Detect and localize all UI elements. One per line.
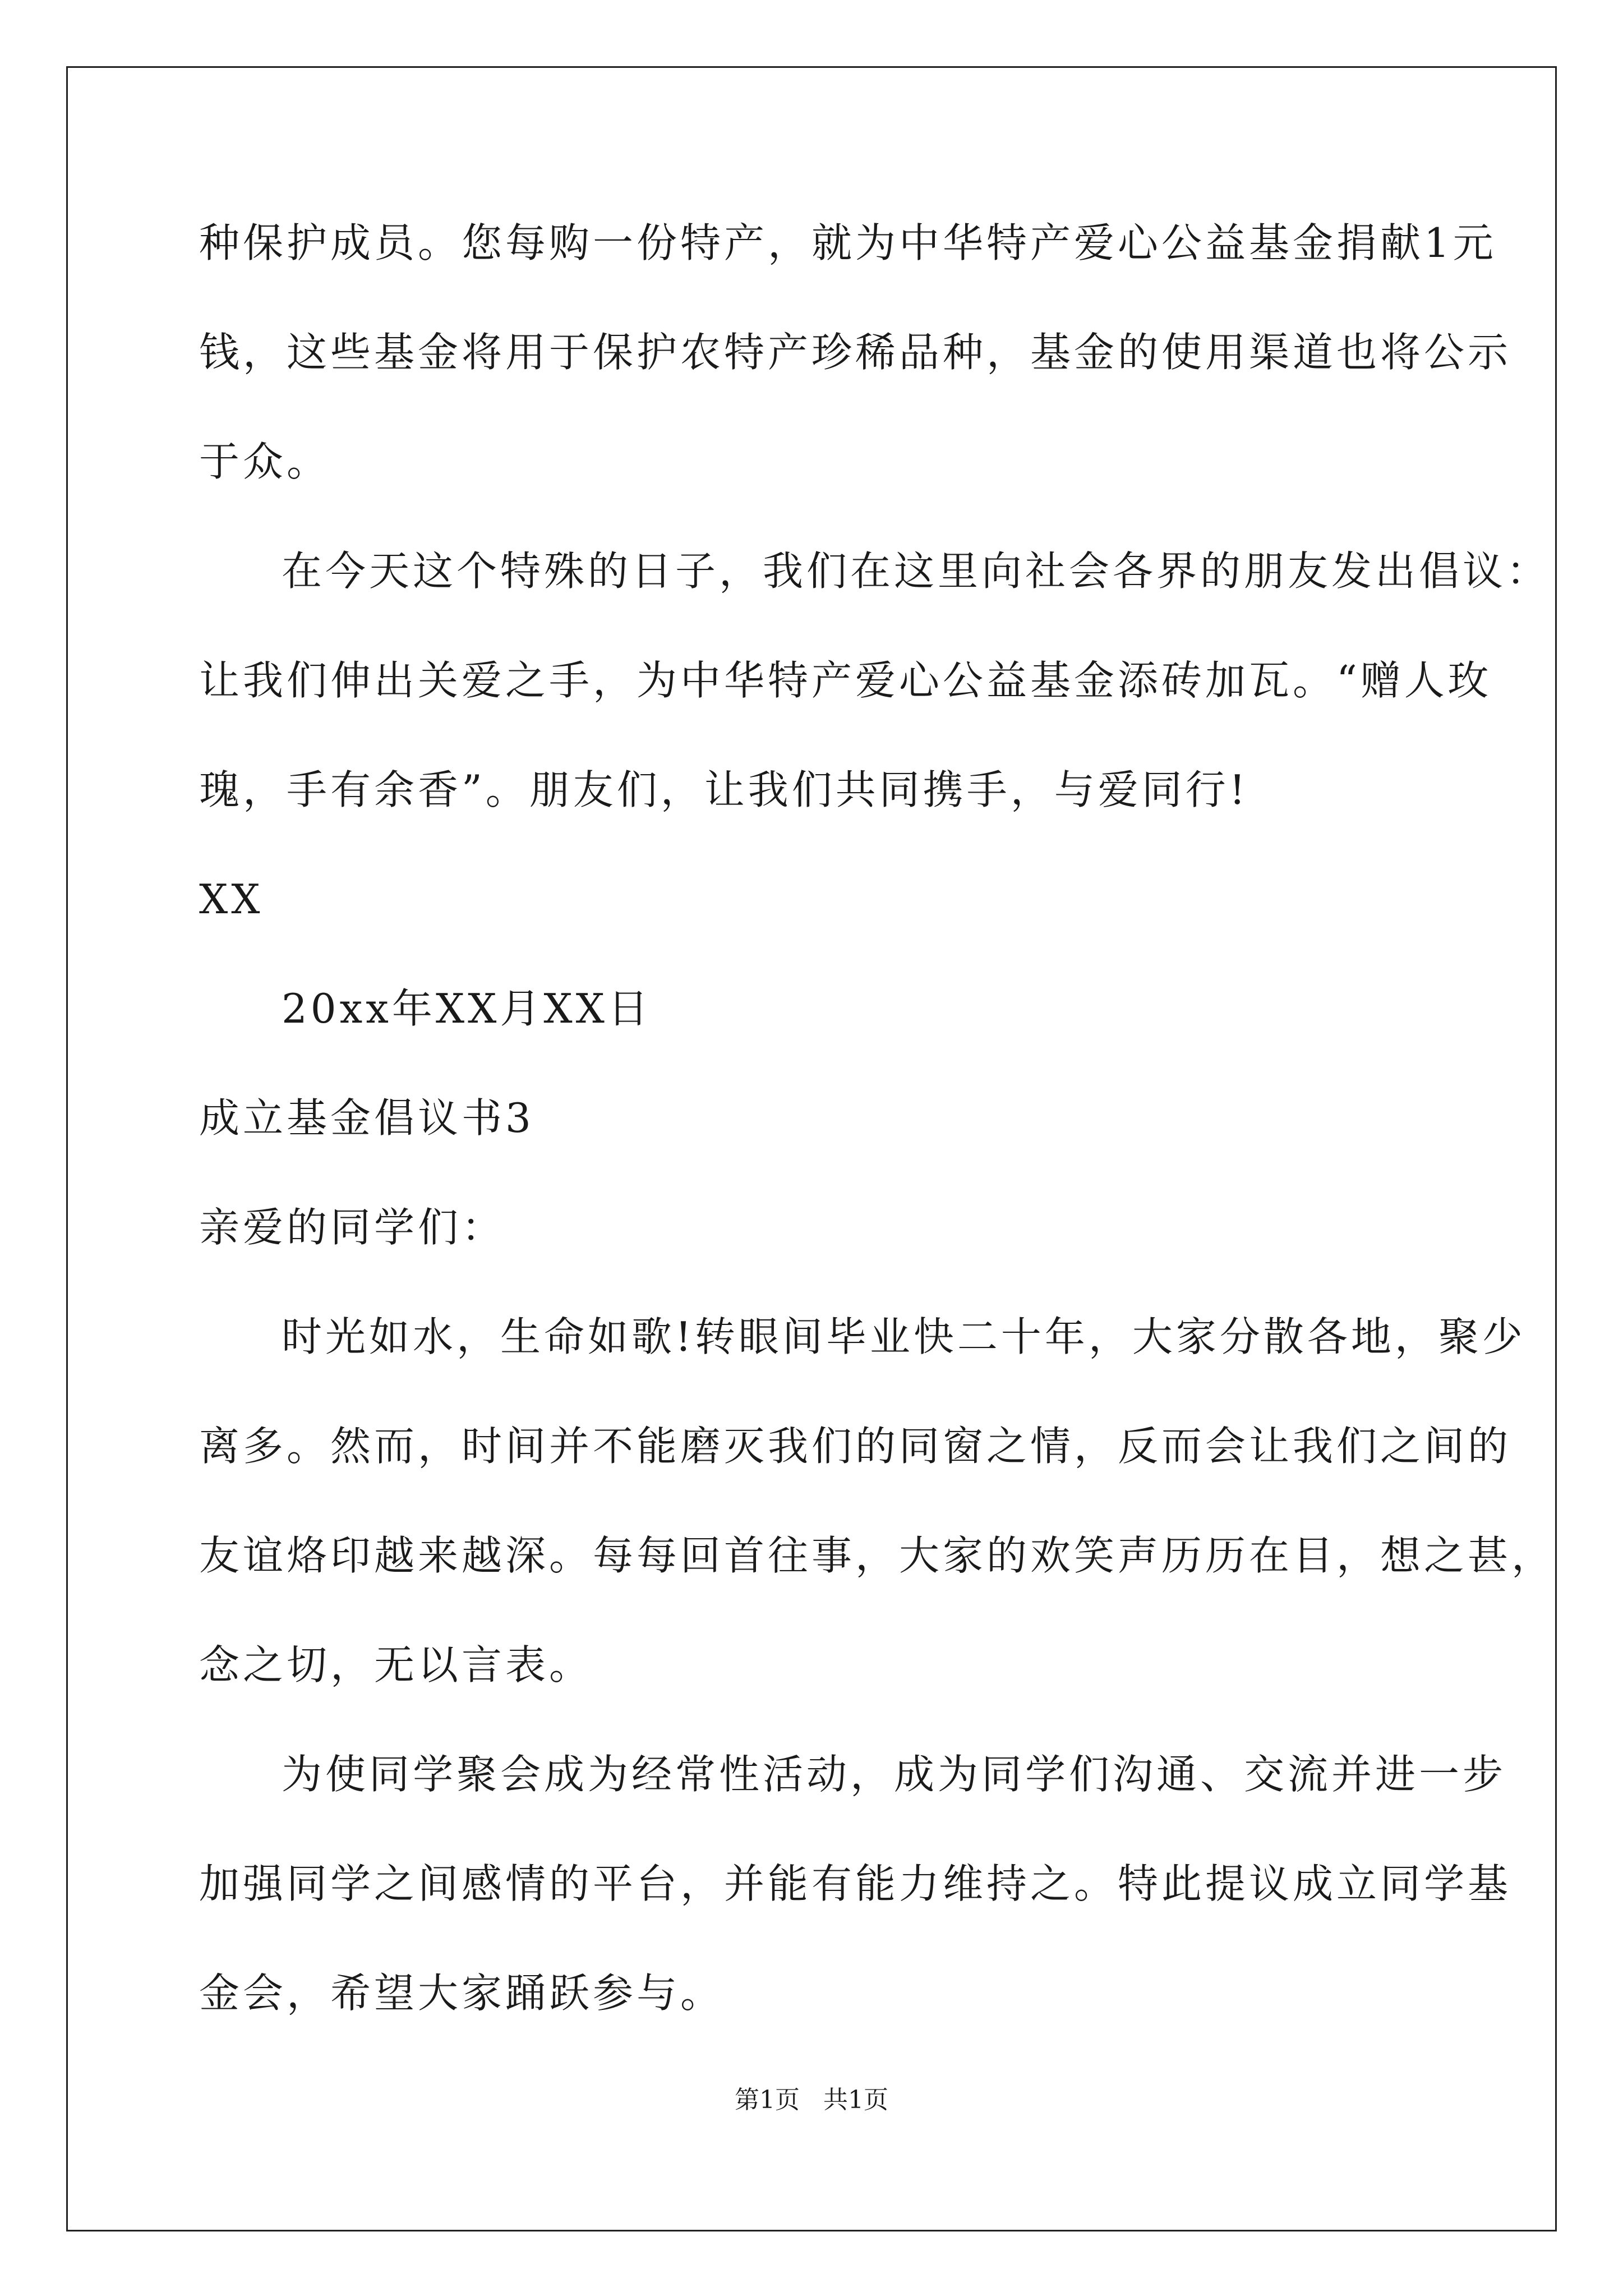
paragraph-line: 在今天这个特殊的日子，我们在这里向社会各界的朋友发出倡议： (282, 547, 1551, 595)
paragraph-line: 瑰，手有余香”。朋友们，让我们共同携手，与爱同行! (199, 766, 1249, 813)
paragraph-line: 让我们伸出关爱之手，为中华特产爱心公益基金添砖加瓦。“赠人玫 (199, 657, 1492, 704)
paragraph-line: 钱，这些基金将用于保护农特产珍稀品种，基金的使用渠道也将公示 (199, 329, 1512, 376)
paragraph-line: 为使同学聚会成为经常性活动，成为同学们沟通、交流并进一步 (282, 1751, 1507, 1798)
paragraph-line: 时光如水，生命如歌!转眼间毕业快二十年，大家分散各地，聚少 (282, 1313, 1526, 1360)
page-footer: 第1页 共1页 (735, 2086, 888, 2114)
date-line: 20xx年XX月XX日 (282, 985, 652, 1032)
paragraph-line: 金会，希望大家踊跃参与。 (199, 1970, 725, 2017)
paragraph-line: 加强同学之间感情的平台，并能有能力维持之。特此提议成立同学基 (199, 1860, 1512, 1907)
paragraph-line: 念之切，无以言表。 (199, 1641, 593, 1688)
signature-line: XX (199, 876, 264, 923)
paragraph-line: 友谊烙印越来越深。每每回首往事，大家的欢笑声历历在目，想之甚， (199, 1532, 1556, 1579)
paragraph-line: 离多。然而，时间并不能磨灭我们的同窗之情，反而会让我们之间的 (199, 1423, 1512, 1470)
salutation: 亲爱的同学们： (199, 1204, 506, 1251)
paragraph-line: 于众。 (199, 438, 331, 485)
section-title: 成立基金倡议书3 (199, 1094, 534, 1142)
paragraph-line: 种保护成员。您每购一份特产，就为中华特产爱心公益基金捐献1元 (199, 219, 1497, 266)
